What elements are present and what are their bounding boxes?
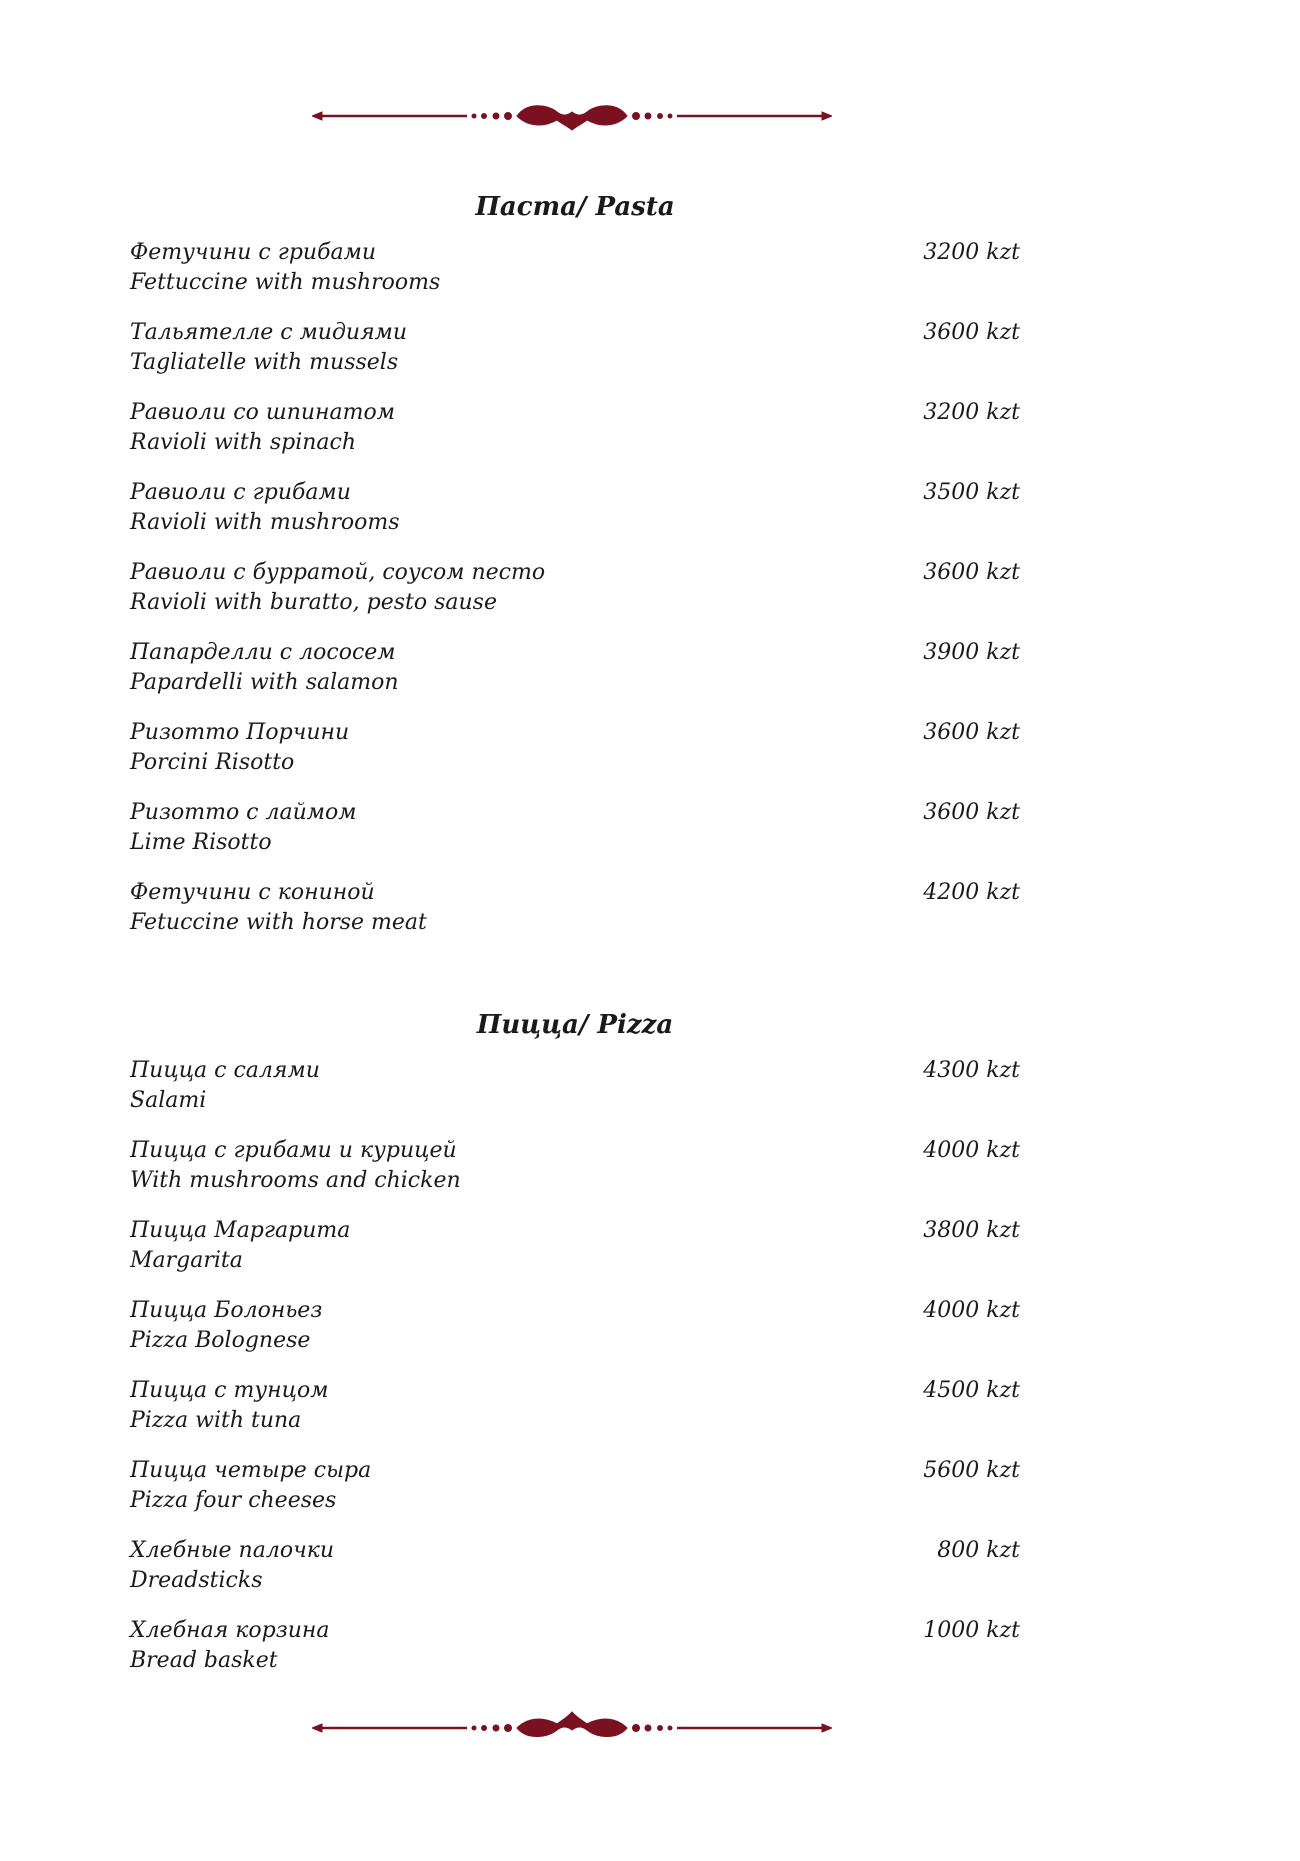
pasta-menu-list xyxy=(130,238,1020,958)
dish-name-ru: Фетучини с грибами xyxy=(130,240,377,265)
dish-name-ru: Хлебная корзина xyxy=(130,1618,330,1643)
pasta-section xyxy=(130,190,1020,958)
dish-name-ru: Пицца Болоньез xyxy=(130,1298,323,1323)
dish-name-en: Pizza Bolognese xyxy=(130,1328,311,1353)
top-ornament-divider xyxy=(312,96,832,136)
dish-name-ru: Пицца с тунцом xyxy=(130,1378,329,1403)
dish-price: 4500 kzt xyxy=(923,1378,1020,1403)
dish-name-ru: Фетучини с кониной xyxy=(130,880,375,905)
dish-price: 4300 kzt xyxy=(923,1058,1020,1083)
menu-item xyxy=(130,1616,1020,1696)
dish-name-en: Pizza with tuna xyxy=(130,1408,302,1433)
dish-price: 3600 kzt xyxy=(923,560,1020,585)
menu-item xyxy=(130,1536,1020,1616)
dish-name-en: Lime Risotto xyxy=(130,830,272,855)
dish-price: 4200 kzt xyxy=(923,880,1020,905)
dish-price: 3600 kzt xyxy=(923,800,1020,825)
dish-name-en: Ravioli with buratto, pesto sause xyxy=(130,590,497,615)
dish-price: 4000 kzt xyxy=(923,1298,1020,1323)
menu-item xyxy=(130,1216,1020,1296)
dish-price: 800 kzt xyxy=(937,1538,1020,1563)
menu-item xyxy=(130,238,1020,318)
dish-name-en: Porcini Risotto xyxy=(130,750,295,775)
dish-name-en: Tagliatelle with mussels xyxy=(130,350,399,375)
dish-price: 3600 kzt xyxy=(923,320,1020,345)
dish-name-ru: Ризотто Порчини xyxy=(130,720,350,745)
dish-name-en: Ravioli with spinach xyxy=(130,430,357,455)
menu-item xyxy=(130,318,1020,398)
dish-name-ru: Пицца четыре сыра xyxy=(130,1458,372,1483)
dish-price: 3200 kzt xyxy=(923,240,1020,265)
dish-price: 1000 kzt xyxy=(923,1618,1020,1643)
menu-item xyxy=(130,478,1020,558)
dish-price: 5600 kzt xyxy=(923,1458,1020,1483)
dish-name-en: Margarita xyxy=(130,1248,243,1273)
dish-price: 4000 kzt xyxy=(923,1138,1020,1163)
menu-item xyxy=(130,1056,1020,1136)
menu-item xyxy=(130,1136,1020,1216)
dish-name-en: Fettuccine with mushrooms xyxy=(130,270,441,295)
dish-name-ru: Пицца с грибами и курицей xyxy=(130,1138,457,1163)
dish-price: 3800 kzt xyxy=(923,1218,1020,1243)
dish-name-en: Bread basket xyxy=(130,1648,278,1673)
dish-name-ru: Равиоли со шпинатом xyxy=(130,400,395,425)
pizza-menu-list xyxy=(130,1056,1020,1696)
dish-name-ru: Пицца Маргарита xyxy=(130,1218,351,1243)
menu-item xyxy=(130,1296,1020,1376)
menu-item xyxy=(130,398,1020,478)
dish-name-ru: Пицца с салями xyxy=(130,1058,320,1083)
dish-price: 3200 kzt xyxy=(923,400,1020,425)
pizza-section xyxy=(130,1008,1020,1696)
dish-name-en: With mushrooms and chicken xyxy=(130,1168,461,1193)
menu-item xyxy=(130,878,1020,958)
dish-name-en: Ravioli with mushrooms xyxy=(130,510,400,535)
dish-name-ru: Равиоли с грибами xyxy=(130,480,351,505)
dish-name-en: Dreadsticks xyxy=(130,1568,263,1593)
bottom-ornament-divider xyxy=(312,1708,832,1748)
dish-price: 3600 kzt xyxy=(923,720,1020,745)
menu-item xyxy=(130,638,1020,718)
menu-item xyxy=(130,1456,1020,1536)
pizza-section-title: Пицца/ Pizza xyxy=(476,1010,674,1040)
menu-item xyxy=(130,1376,1020,1456)
dish-name-ru: Папарделли с лососем xyxy=(130,640,396,665)
dish-price: 3900 kzt xyxy=(923,640,1020,665)
dish-price: 3500 kzt xyxy=(923,480,1020,505)
dish-name-en: Papardelli with salamon xyxy=(130,670,399,695)
dish-name-ru: Хлебные палочки xyxy=(130,1538,335,1563)
dish-name-ru: Ризотто с лаймом xyxy=(130,800,357,825)
menu-item xyxy=(130,718,1020,798)
dish-name-en: Pizza four cheeses xyxy=(130,1488,337,1513)
dish-name-en: Fetuccine with horse meat xyxy=(130,910,427,935)
pasta-section-title: Паста/ Pasta xyxy=(475,192,675,222)
menu-item xyxy=(130,798,1020,878)
menu-item xyxy=(130,558,1020,638)
dish-name-en: Salami xyxy=(130,1088,207,1113)
dish-name-ru: Тальятелле с мидиями xyxy=(130,320,408,345)
dish-name-ru: Равиоли с бурратой, соусом песто xyxy=(130,560,546,585)
